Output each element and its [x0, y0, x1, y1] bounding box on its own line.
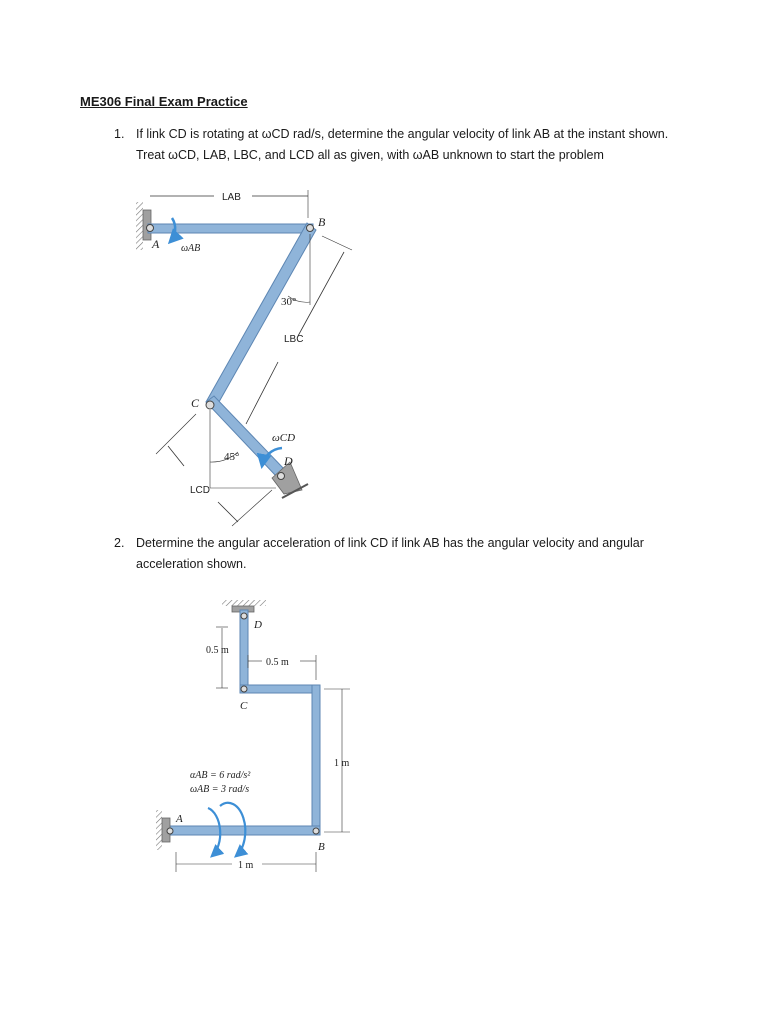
- pin-a: [167, 828, 173, 834]
- link-ab: [148, 224, 313, 233]
- pin-b: [307, 225, 314, 232]
- link-bc: [206, 223, 316, 409]
- label-05m-left: 0.5 m: [206, 645, 229, 656]
- dim-lbc-line-top: [298, 252, 344, 336]
- dim-lbc-line-bottom: [246, 362, 278, 424]
- pin-d: [241, 613, 247, 619]
- label-c: C: [240, 700, 248, 712]
- label-alpha-ab: αAB = 6 rad/s²: [190, 770, 251, 781]
- problem-line-1: Determine the angular acceleration of link CD if link AB has the angular velocity and angular: [136, 536, 644, 550]
- label-omega-cd: ωCD: [272, 432, 296, 444]
- problem-number: 1.: [114, 127, 125, 141]
- label-b: B: [318, 841, 325, 853]
- label-lab: LAB: [222, 192, 241, 203]
- label-omega-ab: ωAB: [181, 243, 201, 254]
- label-omega-ab: ωAB = 3 rad/s: [190, 784, 250, 795]
- figure-1: [136, 190, 352, 526]
- label-30deg: 30°: [281, 296, 297, 308]
- problem-line-1: If link CD is rotating at ωCD rad/s, determine the angular velocity of link AB at the instant shown.: [136, 127, 669, 141]
- dim-lbc-ext-top: [322, 236, 352, 250]
- label-d: D: [284, 454, 293, 468]
- label-lbc: LBC: [284, 334, 304, 345]
- pin-a: [147, 225, 154, 232]
- pin-c: [241, 686, 247, 692]
- wall-support-a: [136, 202, 143, 250]
- figure-2: [156, 600, 350, 872]
- dim-lcd-ext-top: [156, 414, 196, 454]
- problem-line-2: Treat ωCD, LAB, LBC, and LCD all as given, with ωAB unknown to start the problem: [136, 148, 604, 162]
- link-cb-horizontal: [240, 685, 320, 693]
- label-a: A: [152, 237, 160, 251]
- problem-line-2: acceleration shown.: [136, 557, 247, 571]
- label-d: D: [254, 619, 262, 631]
- link-ab: [168, 826, 320, 835]
- dim-lcd-ext-bottom: [232, 490, 272, 526]
- link-cb-vertical: [312, 685, 320, 835]
- pin-d: [278, 473, 285, 480]
- label-lcd: LCD: [190, 485, 211, 496]
- ceiling-support-d: [222, 600, 266, 606]
- label-45deg: 45°: [224, 451, 240, 463]
- dim-lcd-line-bottom: [218, 502, 238, 522]
- label-c: C: [191, 396, 200, 410]
- document-title: ME306 Final Exam Practice: [80, 94, 248, 109]
- label-05m-top: 0.5 m: [266, 657, 289, 668]
- label-b: B: [318, 215, 326, 229]
- dim-lcd-line-top: [168, 446, 184, 466]
- label-1m-bottom: 1 m: [238, 860, 254, 871]
- link-dc: [240, 610, 248, 690]
- label-a: A: [176, 813, 183, 825]
- pin-c: [206, 401, 214, 409]
- label-1m-right: 1 m: [334, 758, 350, 769]
- problem-number: 2.: [114, 536, 125, 550]
- pin-b: [313, 828, 319, 834]
- wall-support-a: [156, 810, 162, 850]
